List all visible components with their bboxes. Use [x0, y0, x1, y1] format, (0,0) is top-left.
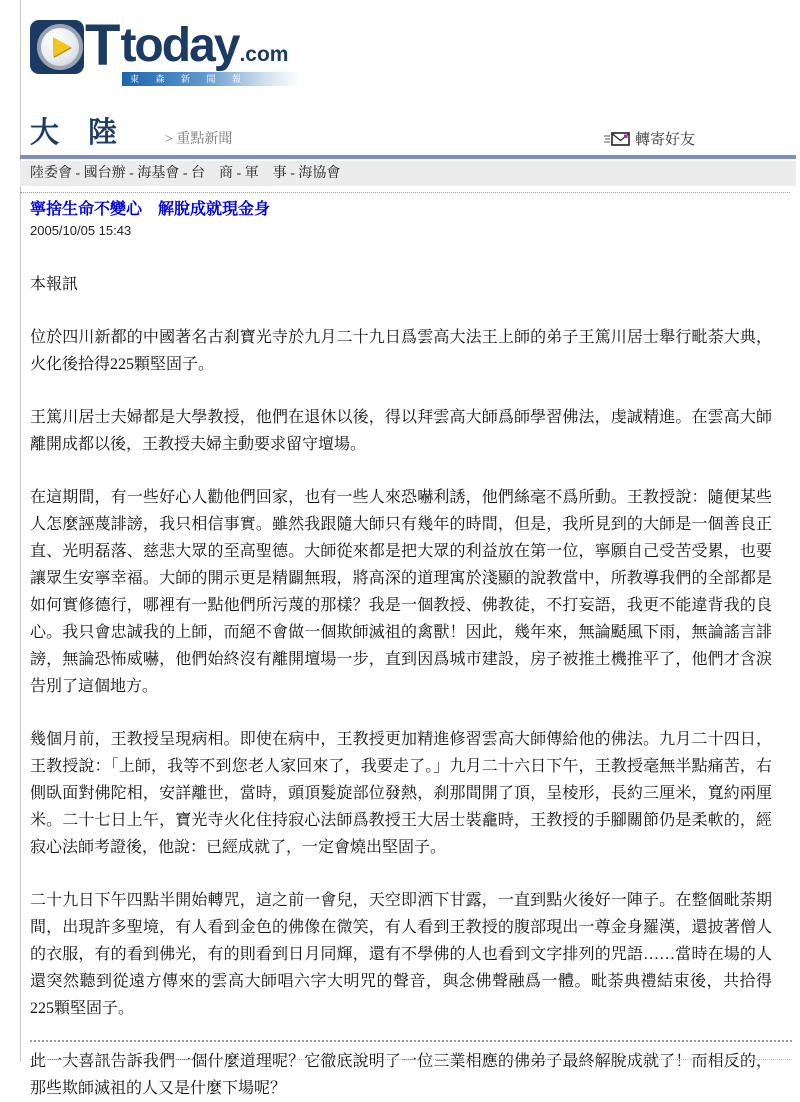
- article-paragraph: 王篤川居士夫婦都是大學教授，他們在退休以後，得以拜雲高大師爲師學習佛法，虔誠精進。在雲高大師離開成都以後，王教授夫婦主動要求留守壇場。: [30, 409, 772, 453]
- logo-today-text: today: [120, 19, 239, 72]
- nav-item-guotaiban[interactable]: 國台辦: [83, 166, 126, 181]
- section-title: 大 陸: [30, 117, 118, 149]
- nav-item-haijihui[interactable]: 海基會: [137, 166, 180, 181]
- forward-to-friend-link[interactable]: [604, 128, 695, 149]
- article-title-link[interactable]: 寧捨生命不變心 解脫成就現金身: [30, 201, 271, 218]
- article-paragraph: 二十九日下午四點半開始轉咒，這之前一會兒，天空即洒下甘露，一直到點火後好一陣子。在整個毗荼期間，出現許多聖境，有人看到金色的佛像在微笑，有人看到王教授的腹部現出一尊金身羅漢，還披著僧人的衣服，有的看到佛光，有的則看到日月同輝，還有不學佛的人也看到文字排列的咒語……當時在場的人還突然聽到從遠方傳來的雲高大師唱六字大明咒的聲音，與念佛聲融爲一體。毗荼典禮結束後，共拾得225顆堅固子。: [30, 892, 772, 1017]
- nav-separator: -: [72, 166, 84, 181]
- nav-separator: -: [233, 166, 245, 181]
- accent-bar: [20, 155, 796, 159]
- article-byline: 本報訊: [30, 276, 79, 293]
- nav-separator: -: [179, 166, 192, 181]
- nav-separator: -: [286, 166, 299, 181]
- article-paragraph: 在這期間，有一些好心人勸他們回家，也有一些人來恐嚇利誘，他們絲毫不爲所動。王教授說：隨便某些人怎麼誣蔑誹謗，我只相信事實。雖然我跟隨大師只有幾年的時間，但是，我所見到的大師是一個善良正直、光明磊落、慈悲大眾的至高聖德。大師從來都是把大眾的利益放在第一位，寧願自己受苦受累，也要讓眾生安寧幸福。大師的開示更是精闢無瑕，將高深的道理寓於淺顯的說教當中，所教導我們的全部都是如何實修德行，哪裡有一點他們所污蔑的那樣？我是一個教授、佛教徒，不打妄語，我更不能違背我的良心。我只會忠誠我的上師，而絕不會做一個欺師滅祖的禽獸！因此，幾年來，無論颳風下雨，無論謠言誹謗，無論恐怖威嚇，他們始終沒有離開壇場一步，直到因爲城市建設，房子被推土機推平了，他們才含淚告別了這個地方。: [30, 489, 772, 695]
- article: [30, 200, 772, 1102]
- envelope-icon: [604, 131, 630, 147]
- section-header: [30, 110, 790, 156]
- play-arrow-icon: [53, 37, 71, 57]
- ettoday-logo[interactable]: [30, 13, 310, 86]
- nav-item-luweihui[interactable]: 陸委會: [30, 166, 72, 181]
- page-left-rule: [20, 0, 21, 1062]
- logo-letter-t: T: [85, 13, 121, 78]
- nav-item-taishang[interactable]: 台 商: [191, 166, 234, 181]
- article-timestamp: 2005/10/05 15:43: [30, 223, 132, 238]
- logo-e-block: [30, 20, 84, 74]
- logo-com-text: .com: [239, 43, 289, 66]
- footer-dotted-divider-top: [30, 1040, 792, 1042]
- key-news-link[interactable]: > 重點新聞: [165, 132, 233, 147]
- forward-label: 轉寄好友: [634, 132, 695, 148]
- nav-dotted-divider: [20, 192, 790, 193]
- topic-nav: [20, 161, 796, 186]
- play-button-icon: [37, 24, 83, 70]
- article-paragraph: 幾個月前，王教授呈現病相。即使在病中，王教授更加精進修習雲高大師傳給他的佛法。九月二十四日，王教授說：「上師，我等不到您老人家回來了，我要走了。」九月二十六日下午，王教授毫無半點痛苦，右側臥面對佛陀相，安詳離世，當時，頭頂髮旋部位發熱，刹那間開了頂，呈棱形，長約三厘米，寬約兩厘米。二十七日上午，寶光寺火化住持寂心法師爲教授王大居士裝龕時，王教授的手腳關節仍是柔軟的，經寂心法師考證後，他說：已經成就了，一定會燒出堅固子。: [30, 731, 772, 856]
- nav-item-junshi[interactable]: 軍 事: [244, 166, 287, 181]
- article-paragraph: 位於四川新都的中國著名古刹寶光寺於九月二十九日爲雲高大法王上師的弟子王篤川居士舉行毗荼大典，火化後拾得225顆堅固子。: [30, 329, 772, 373]
- article-paragraph: 此一大喜訊告訴我們一個什麼道理呢？它徹底說明了一位三業相應的佛弟子最終解脫成就了！而相反的，那些欺師滅祖的人又是什麼下場呢？: [30, 1053, 772, 1097]
- logo-subtitle-banner: 東 森 新 聞 報: [122, 72, 300, 86]
- footer-dotted-divider-bottom: [30, 1059, 792, 1060]
- nav-item-haixiehui[interactable]: 海協會: [298, 166, 341, 181]
- nav-separator: -: [125, 166, 138, 181]
